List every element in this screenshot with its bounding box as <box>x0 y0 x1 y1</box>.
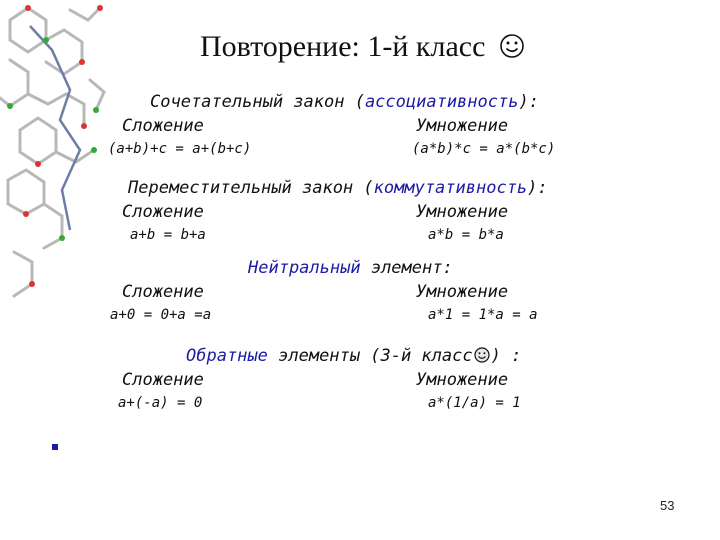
commutative-multiplication-formula: a*b = b*a <box>428 227 504 243</box>
commutative-term: коммутативность <box>373 178 528 198</box>
molecule-decoration <box>0 0 110 300</box>
slide-title-text: Повторение: 1-й класс <box>200 30 486 63</box>
inverse-term: Обратные <box>186 346 268 366</box>
neutral-heading: Нейтральный элемент: <box>248 258 453 278</box>
neutral-multiplication-formula: a*1 = 1*a = a <box>428 307 538 323</box>
inverse-addition-label: Сложение <box>122 370 204 390</box>
smiley-icon <box>474 347 490 363</box>
page-number: 53 <box>660 498 675 513</box>
neutral-term: Нейтральный <box>248 258 361 278</box>
associative-addition-formula: (a+b)+c = a+(b+c) <box>108 141 252 157</box>
commutative-multiplication-label: Умножение <box>416 202 509 222</box>
slide-title <box>200 30 620 64</box>
inverse-multiplication-label: Умножение <box>416 370 509 390</box>
inverse-multiplication-formula: a*(1/a) = 1 <box>428 395 521 411</box>
associative-multiplication-formula: (a*b)*c = a*(b*c) <box>412 141 556 157</box>
neutral-addition-label: Сложение <box>122 282 204 302</box>
bullet-marker <box>52 444 58 450</box>
smiley-icon <box>499 33 525 59</box>
neutral-addition-formula: a+0 = 0+a =a <box>110 307 212 323</box>
neutral-multiplication-label: Умножение <box>416 282 509 302</box>
associative-addition-label: Сложение <box>122 116 204 136</box>
commutative-heading: Переместительный закон (коммутативность): <box>128 178 548 198</box>
inverse-addition-formula: a+(-a) = 0 <box>118 395 203 411</box>
inverse-heading: Обратные элементы (3-й класс ) : <box>186 346 522 366</box>
associative-multiplication-label: Умножение <box>416 116 509 136</box>
commutative-addition-label: Сложение <box>122 202 204 222</box>
commutative-addition-formula: a+b = b+a <box>130 227 206 243</box>
associative-heading: Сочетательный закон (ассоциативность): <box>150 92 539 112</box>
associative-term: ассоциативность <box>364 92 519 112</box>
